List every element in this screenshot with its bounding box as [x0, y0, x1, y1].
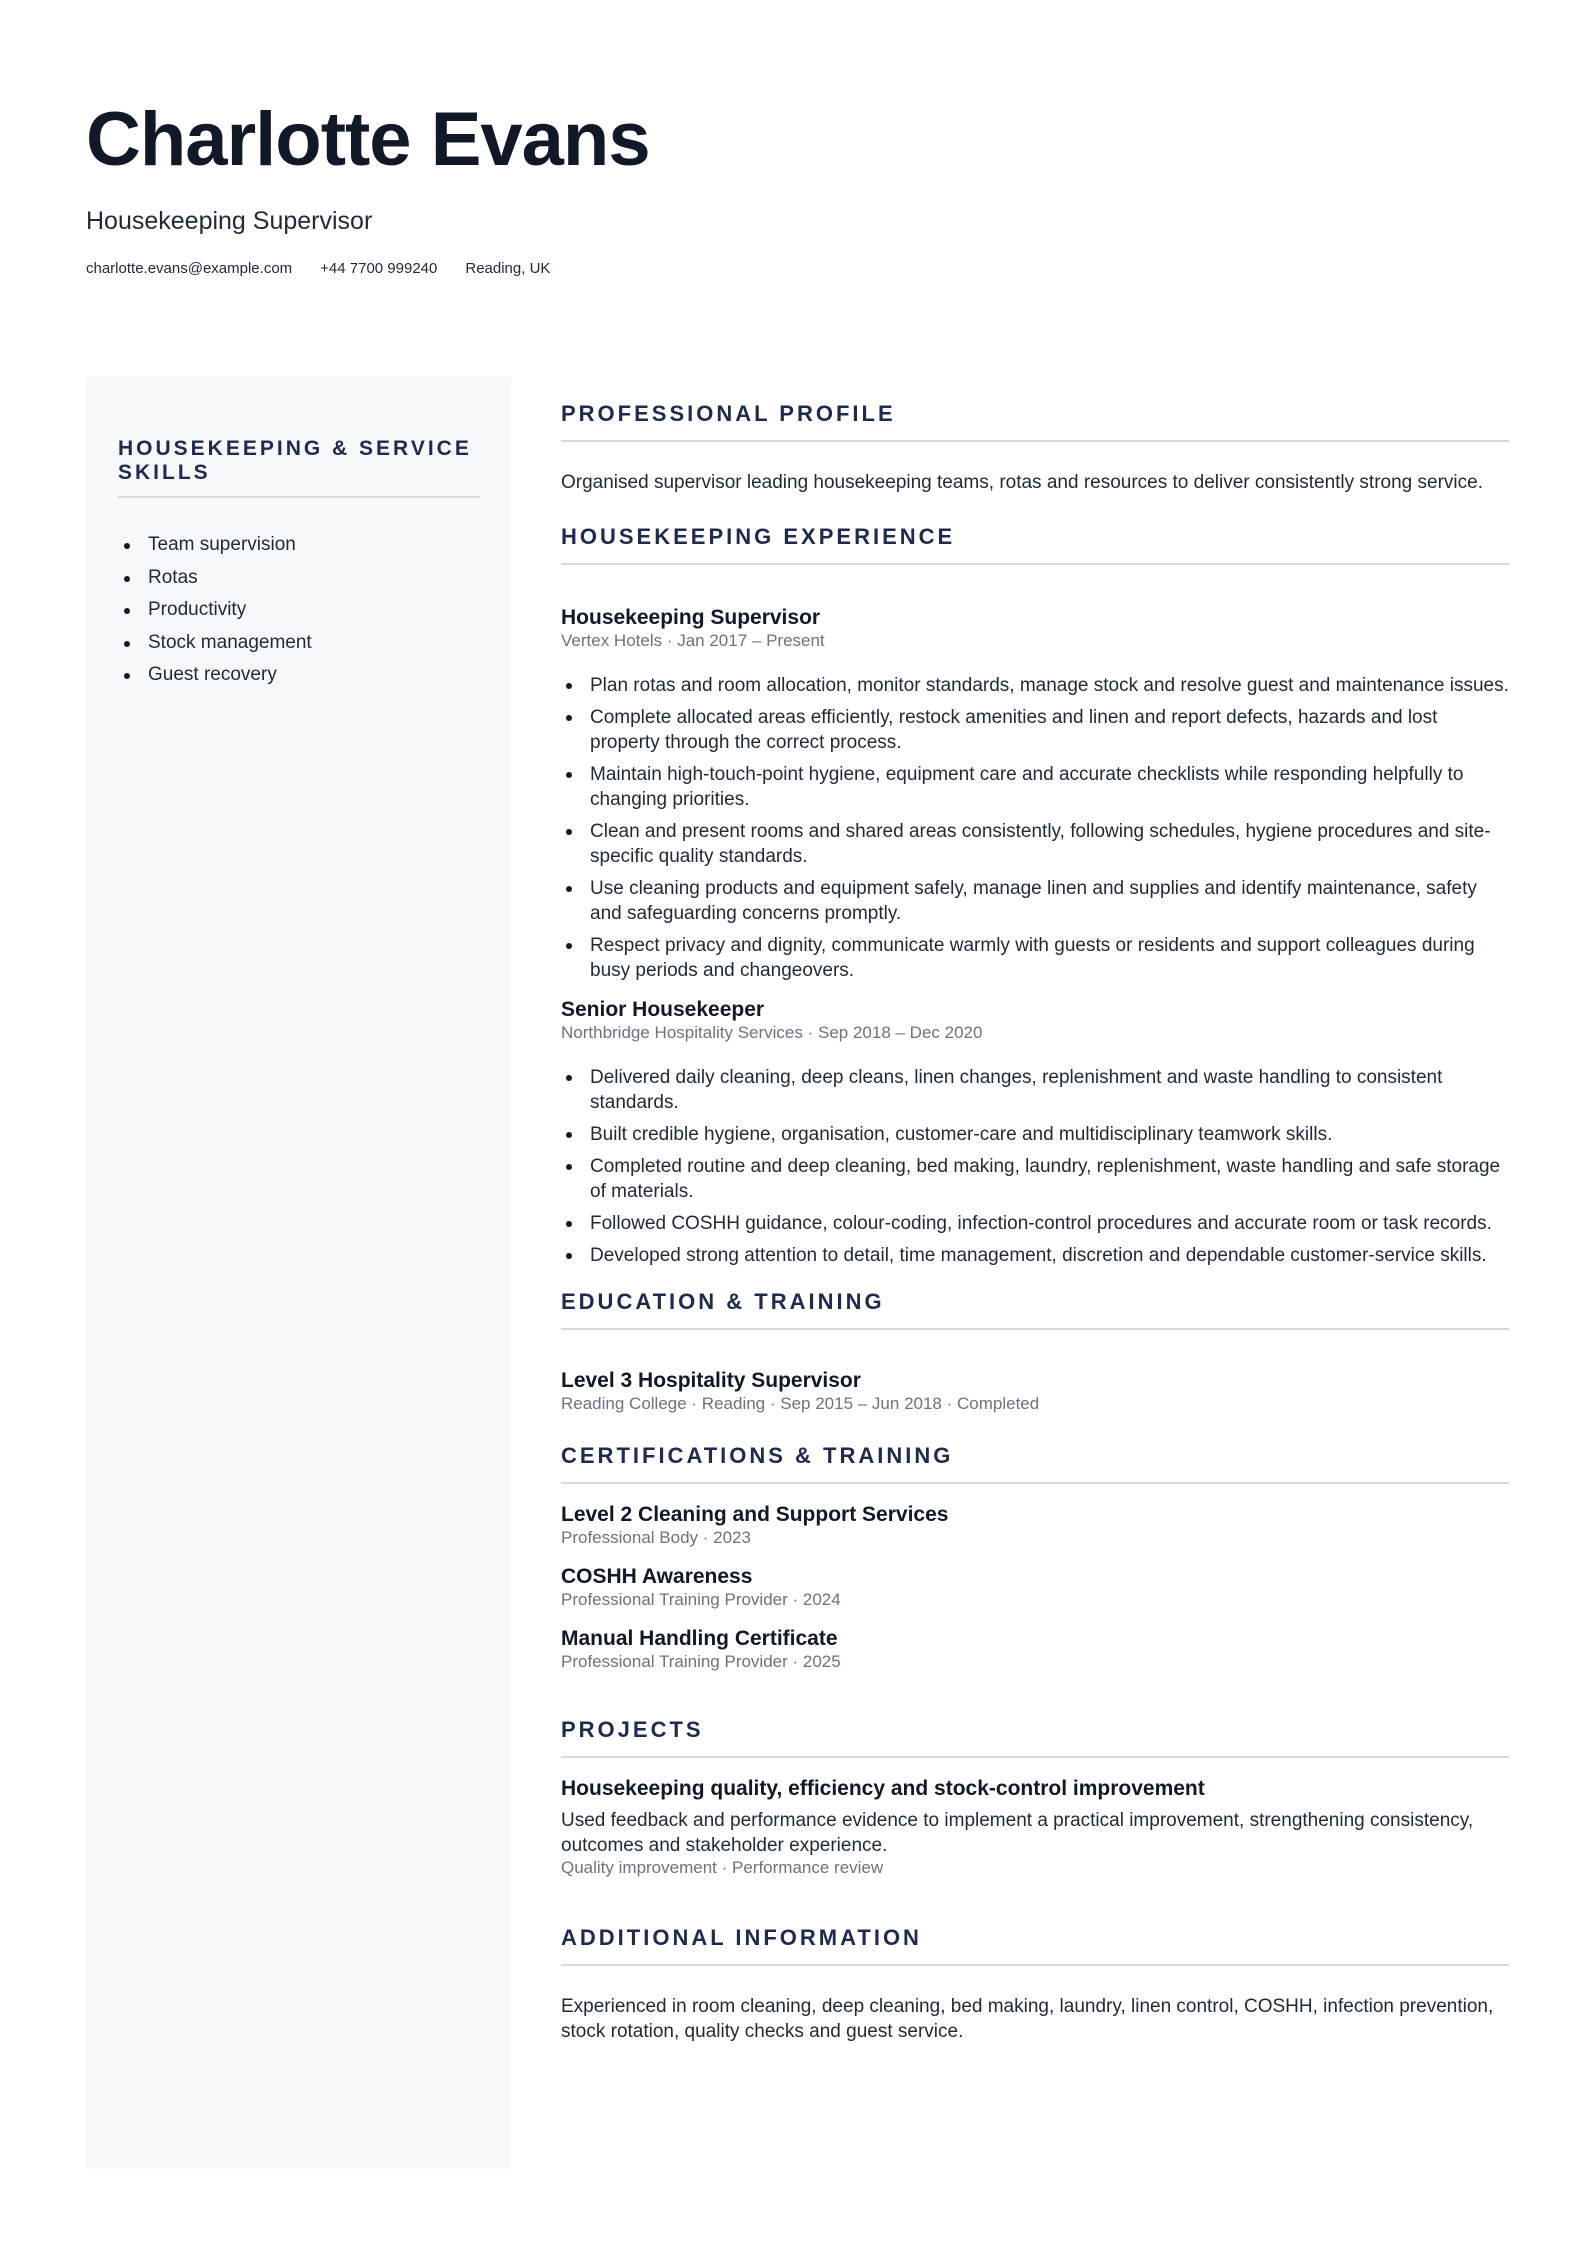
job-bullet: Plan rotas and room allocation, monitor standards, manage stock and resolve guest and maintenance issues. [561, 673, 1509, 698]
section-divider [561, 1328, 1509, 1330]
project-title: Housekeeping quality, efficiency and stock-control improvement [561, 1777, 1205, 1800]
job-title: Senior Housekeeper [561, 998, 765, 1021]
contact-location: Reading, UK [465, 260, 551, 277]
main-column [561, 400, 1509, 2044]
resume-header [86, 96, 1506, 278]
job-bullet: Clean and present rooms and shared areas consistently, following schedules, hygiene procedures and site-specific quality standards. [561, 819, 1509, 869]
certification-entry [561, 1626, 1509, 1672]
profile-section [561, 400, 1509, 495]
education-title: Level 3 Hospitality Supervisor [561, 1369, 861, 1392]
skills-heading: HOUSEKEEPING & SERVICE SKILLS [118, 437, 472, 484]
section-divider [561, 563, 1509, 565]
certification-title: Level 2 Cleaning and Support Services [561, 1503, 949, 1526]
section-heading: PROJECTS [561, 1717, 704, 1742]
section-heading: ADDITIONAL INFORMATION [561, 1925, 922, 1950]
job-entry [561, 997, 1509, 1268]
skills-sidebar [86, 377, 511, 2169]
job-bullet: Delivered daily cleaning, deep cleans, linen changes, replenishment and waste handling to consistent standards. [561, 1065, 1509, 1115]
certification-entry [561, 1564, 1509, 1610]
job-bullet: Developed strong attention to detail, time management, discretion and dependable customer-service skills. [561, 1243, 1509, 1268]
candidate-role: Housekeeping Supervisor [86, 207, 373, 235]
section-heading: HOUSEKEEPING EXPERIENCE [561, 524, 956, 549]
contact-email: charlotte.evans@example.com [86, 260, 293, 277]
section-heading: PROFESSIONAL PROFILE [561, 401, 896, 426]
certification-meta: Professional Training Provider · 2024 [561, 1590, 841, 1609]
project-text: Used feedback and performance evidence to implement a practical improvement, strengthening consistency, outcomes and stakeholder experience. [561, 1810, 1474, 1856]
job-meta: Northbridge Hospitality Services · Sep 2018 – Dec 2020 [561, 1023, 983, 1042]
job-bullet: Maintain high-touch-point hygiene, equipment care and accurate checklists while responding helpfully to changing priorities. [561, 762, 1509, 812]
project-entry [561, 1776, 1509, 1878]
certification-meta: Professional Training Provider · 2025 [561, 1652, 841, 1671]
education-entry [561, 1368, 1509, 1414]
skill-item: Stock management [118, 631, 312, 655]
experience-section [561, 523, 1509, 1268]
section-divider [561, 1756, 1509, 1758]
skill-item: Productivity [118, 598, 312, 622]
contact-line [86, 260, 1506, 278]
job-bullet: Respect privacy and dignity, communicate warmly with guests or residents and support colleagues during busy periods and changeovers. [561, 933, 1509, 983]
job-bullet: Complete allocated areas efficiently, restock amenities and linen and report defects, hazards and lost property through the correct process. [561, 705, 1509, 755]
projects-section [561, 1716, 1509, 1878]
job-bullets [561, 673, 1509, 983]
contact-phone: +44 7700 999240 [320, 260, 438, 277]
job-bullet: Use cleaning products and equipment safely, manage linen and supplies and identify maintenance, safety and safeguarding concerns promptly. [561, 876, 1509, 926]
job-title: Housekeeping Supervisor [561, 606, 821, 629]
additional-section [561, 1924, 1509, 2044]
skill-item: Team supervision [118, 533, 312, 557]
education-meta: Reading College · Reading · Sep 2015 – Jun 2018 · Completed [561, 1394, 1040, 1413]
job-entry [561, 605, 1509, 983]
profile-text: Organised supervisor leading housekeeping teams, rotas and resources to deliver consistently strong service. [561, 472, 1483, 493]
certification-meta: Professional Body · 2023 [561, 1528, 751, 1547]
job-bullet: Built credible hygiene, organisation, customer-care and multidisciplinary teamwork skills. [561, 1122, 1509, 1147]
skills-divider [118, 496, 480, 498]
skill-item: Guest recovery [118, 663, 312, 687]
job-bullet: Followed COSHH guidance, colour-coding, infection-control procedures and accurate room or task records. [561, 1211, 1509, 1236]
job-bullets [561, 1065, 1509, 1268]
section-heading: EDUCATION & TRAINING [561, 1289, 885, 1314]
certification-entry [561, 1502, 1509, 1548]
skills-list [118, 533, 312, 696]
project-meta: Quality improvement · Performance review [561, 1858, 884, 1877]
section-divider [561, 1482, 1509, 1484]
certification-title: Manual Handling Certificate [561, 1627, 838, 1650]
education-section [561, 1288, 1509, 1414]
section-divider [561, 440, 1509, 442]
skill-item: Rotas [118, 566, 312, 590]
additional-text: Experienced in room cleaning, deep cleaning, bed making, laundry, linen control, COSHH, infection prevention, stock rotation, quality checks and guest service. [561, 1996, 1494, 2042]
certifications-section [561, 1442, 1509, 1672]
job-meta: Vertex Hotels · Jan 2017 – Present [561, 631, 825, 650]
section-heading: CERTIFICATIONS & TRAINING [561, 1443, 954, 1468]
candidate-name: Charlotte Evans [86, 97, 650, 182]
job-bullet: Completed routine and deep cleaning, bed making, laundry, replenishment, waste handling and safe storage of materials. [561, 1154, 1509, 1204]
certification-title: COSHH Awareness [561, 1565, 753, 1588]
section-divider [561, 1964, 1509, 1966]
